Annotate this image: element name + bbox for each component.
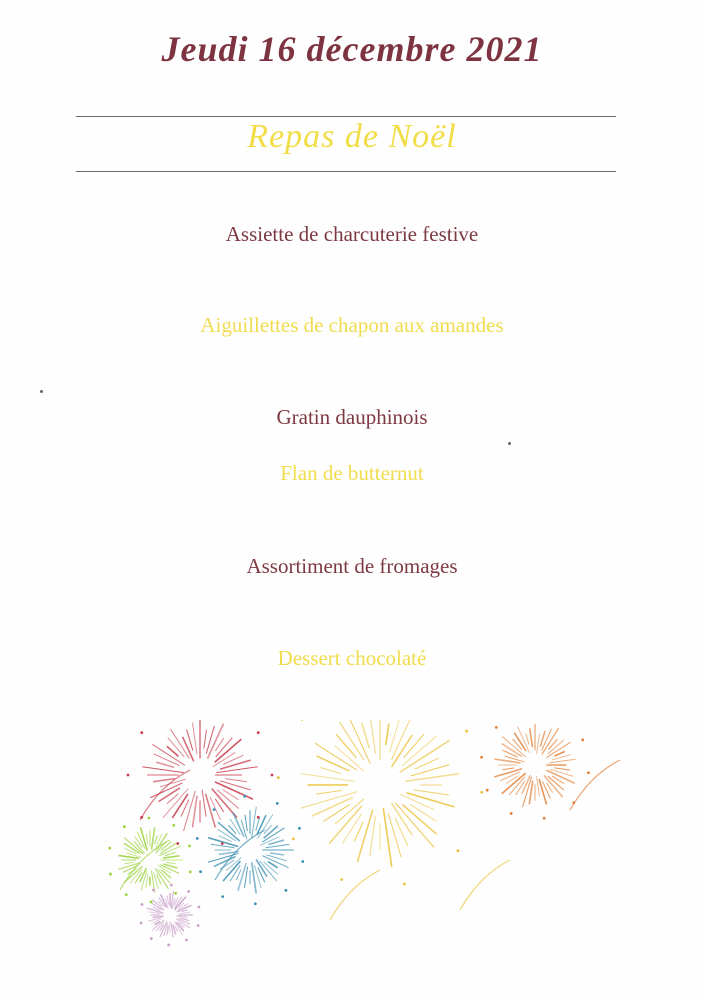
firework-burst — [108, 817, 191, 904]
fireworks-icon — [0, 720, 704, 950]
firework-trail — [330, 870, 380, 920]
firework-trail — [570, 760, 620, 810]
top-divider — [76, 116, 616, 117]
firework-burst — [140, 884, 201, 947]
scan-speck — [508, 442, 511, 445]
menu-date: Jeudi 16 décembre 2021 — [161, 29, 543, 69]
firework-burst — [196, 795, 304, 905]
dish-cheese: Assortiment de fromages — [246, 554, 458, 578]
scan-speck — [40, 390, 43, 393]
dish-side-1: Gratin dauphinois — [276, 405, 428, 429]
dish-side-2: Flan de butternut — [280, 461, 424, 485]
firework-trail — [120, 840, 170, 890]
dish-dessert: Dessert chocolaté — [277, 646, 427, 670]
bottom-divider — [76, 171, 616, 172]
dish-main: Aiguillettes de chapon aux amandes — [200, 313, 504, 337]
dish-starter: Assiette de charcuterie festive — [225, 222, 479, 246]
menu-title: Repas de Noël — [247, 118, 457, 155]
firework-burst — [127, 720, 274, 845]
firework-trail — [460, 860, 510, 910]
firework-burst — [277, 720, 483, 885]
